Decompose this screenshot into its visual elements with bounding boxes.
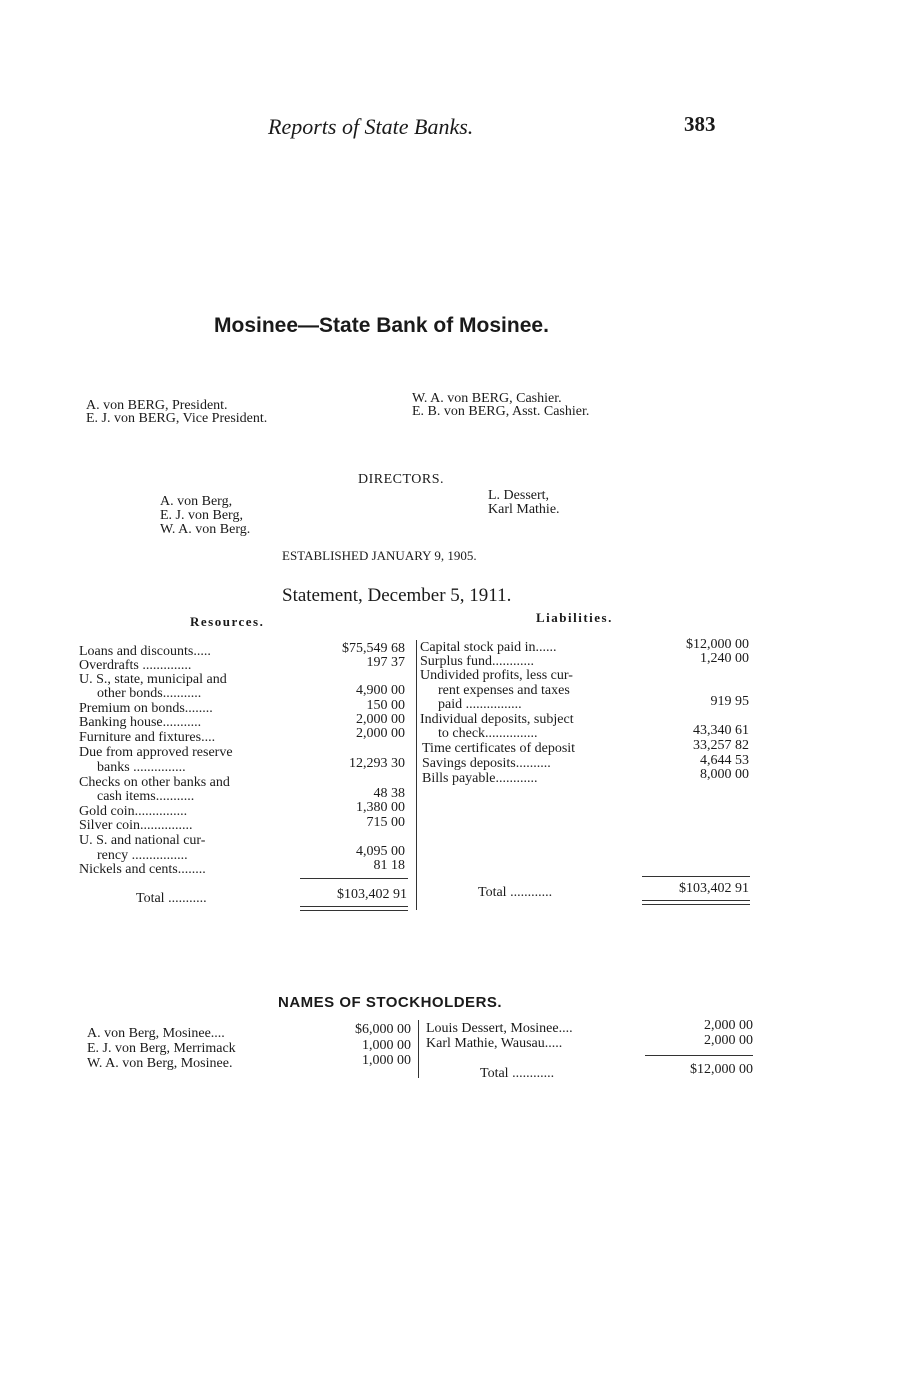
director-right-2: Karl Mathie.: [488, 502, 560, 517]
liabilities-total-amount: $103,402 91: [679, 881, 749, 896]
resource-label: Furniture and fixtures....: [79, 730, 216, 745]
stockholder-amount: 1,000 00: [362, 1038, 411, 1053]
liability-amount: 4,644 53: [700, 753, 749, 768]
bank-title: Mosinee—State Bank of Mosinee.: [214, 314, 549, 337]
stockholder-amount: $6,000 00: [355, 1022, 411, 1037]
liability-label: Individual deposits, subject: [420, 712, 574, 727]
resource-amount: 150 00: [366, 698, 405, 713]
resource-amount: 197 37: [366, 655, 405, 670]
resource-amount: 715 00: [366, 815, 405, 830]
resource-label: Loans and discounts.....: [79, 644, 211, 659]
liability-label: rent expenses and taxes: [438, 683, 570, 698]
resource-label: Due from approved reserve: [79, 745, 233, 760]
liability-label: Bills payable............: [422, 771, 538, 786]
officer-left-1: A. von BERG, President.: [86, 398, 228, 413]
liabilities-total-label: Total ............: [478, 885, 553, 900]
resource-amount: 81 18: [373, 858, 405, 873]
resource-label: Gold coin...............: [79, 804, 188, 819]
stockholders-total-amount: $12,000 00: [690, 1062, 753, 1077]
resource-label: Banking house...........: [79, 715, 202, 730]
officer-right-2: E. B. von BERG, Asst. Cashier.: [412, 404, 590, 419]
director-right-1: L. Dessert,: [488, 488, 550, 503]
page-number: 383: [684, 112, 716, 136]
stockholder-name: W. A. von Berg, Mosinee.: [87, 1056, 233, 1071]
liability-label: paid ................: [438, 697, 522, 712]
resource-amount: 4,095 00: [356, 844, 405, 859]
resource-label: Overdrafts ..............: [79, 658, 192, 673]
liabilities-heading: Liabilities.: [536, 610, 613, 625]
stockholder-name: Louis Dessert, Mosinee....: [426, 1021, 573, 1036]
statement-title: Statement, December 5, 1911.: [282, 585, 512, 606]
column-divider: [416, 640, 417, 910]
resource-amount: 4,900 00: [356, 683, 405, 698]
resource-amount: 1,380 00: [356, 800, 405, 815]
liabilities-double-rule-2: [642, 904, 750, 905]
liability-label: Surplus fund............: [420, 654, 534, 669]
resource-label: U. S. and national cur-: [79, 833, 206, 848]
stockholder-name: A. von Berg, Mosinee....: [87, 1026, 225, 1041]
liability-label: Savings deposits..........: [422, 756, 551, 771]
director-left-1: A. von Berg,: [160, 494, 233, 509]
stockholders-divider: [418, 1020, 419, 1078]
resource-label: U. S., state, municipal and: [79, 672, 227, 687]
officer-right-1: W. A. von BERG, Cashier.: [412, 391, 562, 406]
stockholders-total-rule: [645, 1055, 753, 1056]
resources-total-amount: $103,402 91: [337, 887, 407, 902]
liability-amount: 33,257 82: [693, 738, 749, 753]
resource-label: Checks on other banks and: [79, 775, 230, 790]
stockholder-amount: 1,000 00: [362, 1053, 411, 1068]
resources-double-rule-2: [300, 910, 408, 911]
liability-amount: 43,340 61: [693, 723, 749, 738]
resource-amount: 48 38: [373, 786, 405, 801]
director-left-3: W. A. von Berg.: [160, 522, 251, 537]
resource-label: Nickels and cents........: [79, 862, 206, 877]
resources-heading: Resources.: [190, 614, 265, 629]
resource-amount: $75,549 68: [342, 641, 405, 656]
stockholders-total-label: Total ............: [480, 1066, 555, 1081]
resources-total-rule: [300, 878, 408, 879]
liability-amount: 1,240 00: [700, 651, 749, 666]
resource-label: rency ................: [97, 848, 188, 863]
stockholders-heading: NAMES OF STOCKHOLDERS.: [278, 994, 503, 1011]
running-title: Reports of State Banks.: [268, 114, 474, 139]
liability-amount: 919 95: [710, 694, 749, 709]
resources-double-rule-1: [300, 906, 408, 907]
director-left-2: E. J. von Berg,: [160, 508, 243, 523]
liability-label: Time certificates of deposit: [422, 741, 576, 756]
resource-amount: 2,000 00: [356, 712, 405, 727]
stockholder-name: E. J. von Berg, Merrimack: [87, 1041, 236, 1056]
resources-total-label: Total ...........: [136, 891, 207, 906]
directors-heading: DIRECTORS.: [358, 472, 445, 487]
liability-label: Capital stock paid in......: [420, 640, 557, 655]
stockholder-amount: 2,000 00: [704, 1033, 753, 1048]
resource-amount: 2,000 00: [356, 726, 405, 741]
resource-label: Premium on bonds........: [79, 701, 213, 716]
resource-label: banks ...............: [97, 760, 186, 775]
liability-label: to check...............: [438, 726, 538, 741]
resource-amount: 12,293 30: [349, 756, 405, 771]
liability-label: Undivided profits, less cur-: [420, 668, 573, 683]
resource-label: cash items...........: [97, 789, 195, 804]
stockholder-name: Karl Mathie, Wausau.....: [426, 1036, 563, 1051]
liability-amount: $12,000 00: [686, 637, 749, 652]
stockholder-amount: 2,000 00: [704, 1018, 753, 1033]
liabilities-total-rule: [642, 876, 750, 877]
liabilities-double-rule-1: [642, 900, 750, 901]
resource-label: Silver coin...............: [79, 818, 193, 833]
liability-amount: 8,000 00: [700, 767, 749, 782]
established-line: ESTABLISHED JANUARY 9, 1905.: [282, 548, 477, 563]
officer-left-2: E. J. von BERG, Vice President.: [86, 411, 268, 426]
resource-label: other bonds...........: [97, 686, 202, 701]
